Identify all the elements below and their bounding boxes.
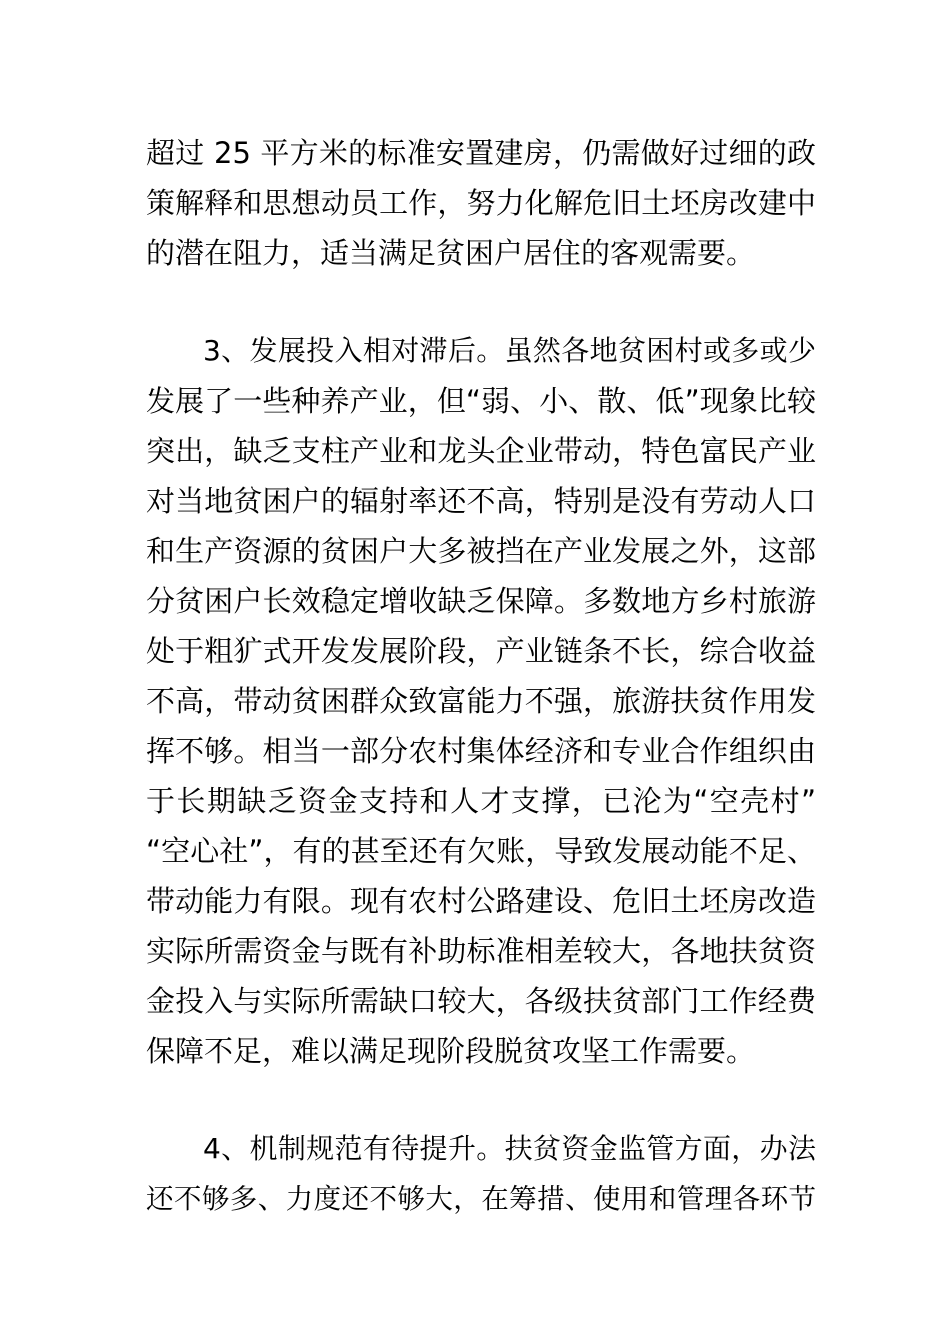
text-line: “空心社”，有的甚至还有欠账，导致发展动能不足、 [146,834,816,868]
text-line: 还不够多、力度还不够大，在筹措、使用和管理各环节 [146,1183,816,1215]
paragraph-4-mechanism [146,1124,816,1224]
text-line: 3、发展投入相对滞后。虽然各地贫困村或多或少 [203,334,816,367]
text-line: 金投入与实际所需缺口较大，各级扶贫部门工作经费 [146,984,816,1018]
text-line: 实际所需资金与既有补助标准相差较大，各地扶贫资 [146,934,816,968]
text-line: 分贫困户长效稳定增收缺乏保障。多数地方乡村旅游 [146,584,816,618]
text-line: 突出，缺乏支柱产业和龙头企业带动，特色富民产业 [146,434,816,468]
text-line: 保障不足，难以满足现阶段脱贫攻坚工作需要。 [146,1034,756,1068]
paragraph-3-investment-lagging [146,326,816,1076]
text-line: 发展了一些种养产业，但“弱、小、散、低”现象比较 [146,384,816,418]
text-line: 对当地贫困户的辐射率还不高，特别是没有劳动人口 [146,484,816,518]
text-line: 于长期缺乏资金支持和人才支撑，已沦为“空壳村” [146,784,816,818]
text-line: 4、机制规范有待提升。扶贫资金监管方面，办法 [203,1132,816,1165]
text-line: 超过 25 平方米的标准安置建房，仍需做好过细的政 [146,136,816,170]
text-line: 的潜在阻力，适当满足贫困户居住的客观需要。 [146,236,756,270]
text-line: 带动能力有限。现有农村公路建设、危旧土坯房改造 [146,884,816,918]
text-line: 挥不够。相当一部分农村集体经济和专业合作组织由 [146,734,816,768]
text-line: 策解释和思想动员工作，努力化解危旧土坯房改建中 [146,186,816,220]
text-line: 不高，带动贫困群众致富能力不强，旅游扶贫作用发 [146,684,816,718]
text-line: 和生产资源的贫困户大多被挡在产业发展之外，这部 [146,534,816,568]
text-line: 处于粗犷式开发发展阶段，产业链条不长，综合收益 [146,634,816,668]
paragraph-housing-continuation [146,128,816,278]
